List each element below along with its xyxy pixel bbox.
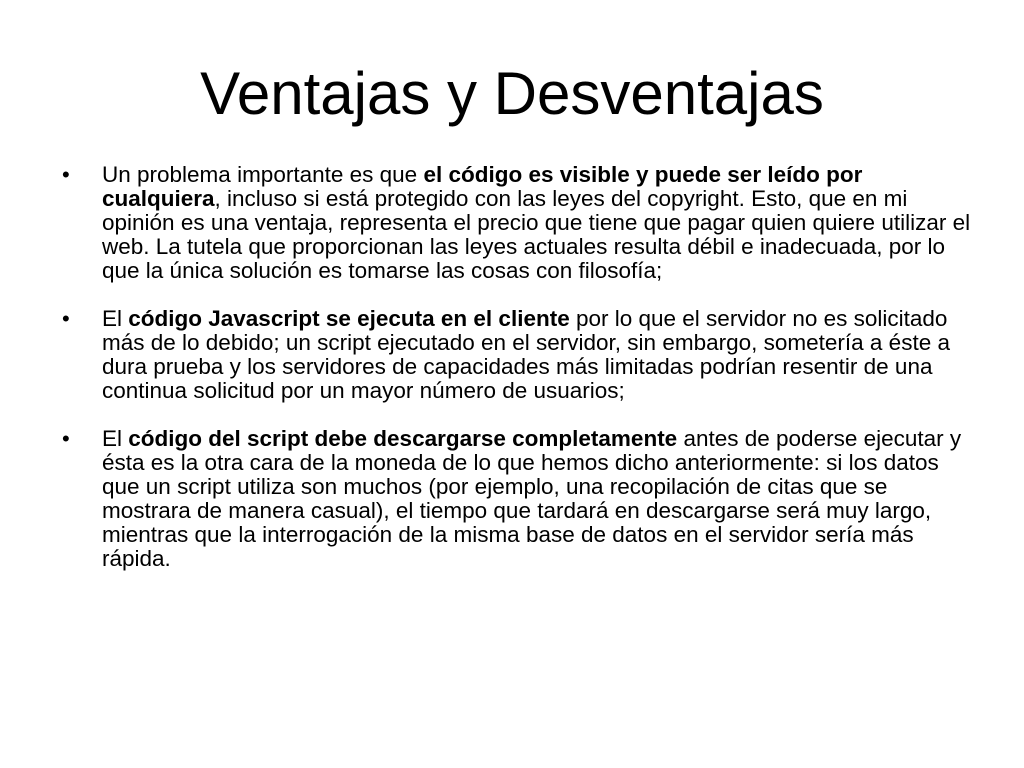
slide-title: Ventajas y Desventajas [200, 60, 824, 127]
bullet-list [0, 163, 1024, 571]
bullet-text-bold: el código es visible y puede ser leído por cualquiera [102, 162, 863, 211]
bullet-text [102, 162, 970, 283]
bullet-text [102, 426, 961, 571]
bullet-icon: • [62, 426, 70, 451]
bullet-text-segment: Un problema importante es que [102, 162, 424, 187]
bullet-text-bold: código Javascript se ejecuta en el cliente [128, 306, 570, 331]
bullet-text-segment: El [102, 426, 129, 451]
bullet-item [0, 307, 1024, 403]
bullet-text-segment: El [102, 306, 129, 331]
bullet-icon: • [62, 306, 70, 331]
bullet-text-segment: , incluso si está protegido con las leyes del copyright. Esto, que en mi opinión es una ventaja, representa el precio que tiene que pagar quien quiere utilizar el web. La tutela que proporcionan las leyes actuales resulta débil e inadecuada, por lo que la única solución es tomarse las cosas con filosofía; [102, 186, 971, 283]
bullet-item [0, 163, 1024, 283]
bullet-text-segment: por lo que el servidor no es solicitado más de lo debido; un script ejecutado en el servidor, sin embargo, sometería a éste a dura prueba y los servidores de capacidades más limitadas podrían resentir de una continua solicitud por un mayor número de usuarios; [102, 306, 950, 403]
bullet-text-segment: antes de poderse ejecutar y ésta es la otra cara de la moneda de lo que hemos dicho anteriormente: si los datos que un script utiliza son muchos (por ejemplo, una recopilación de citas que se mostrara de manera casual), el tiempo que tardará en descargarse será muy largo, mientras que la interrogación de la misma base de datos en el servidor sería más rápida. [102, 426, 962, 571]
bullet-icon: • [62, 162, 70, 187]
bullet-item [0, 427, 1024, 571]
bullet-text-bold: código del script debe descargarse completamente [128, 426, 678, 451]
bullet-text [102, 306, 950, 403]
